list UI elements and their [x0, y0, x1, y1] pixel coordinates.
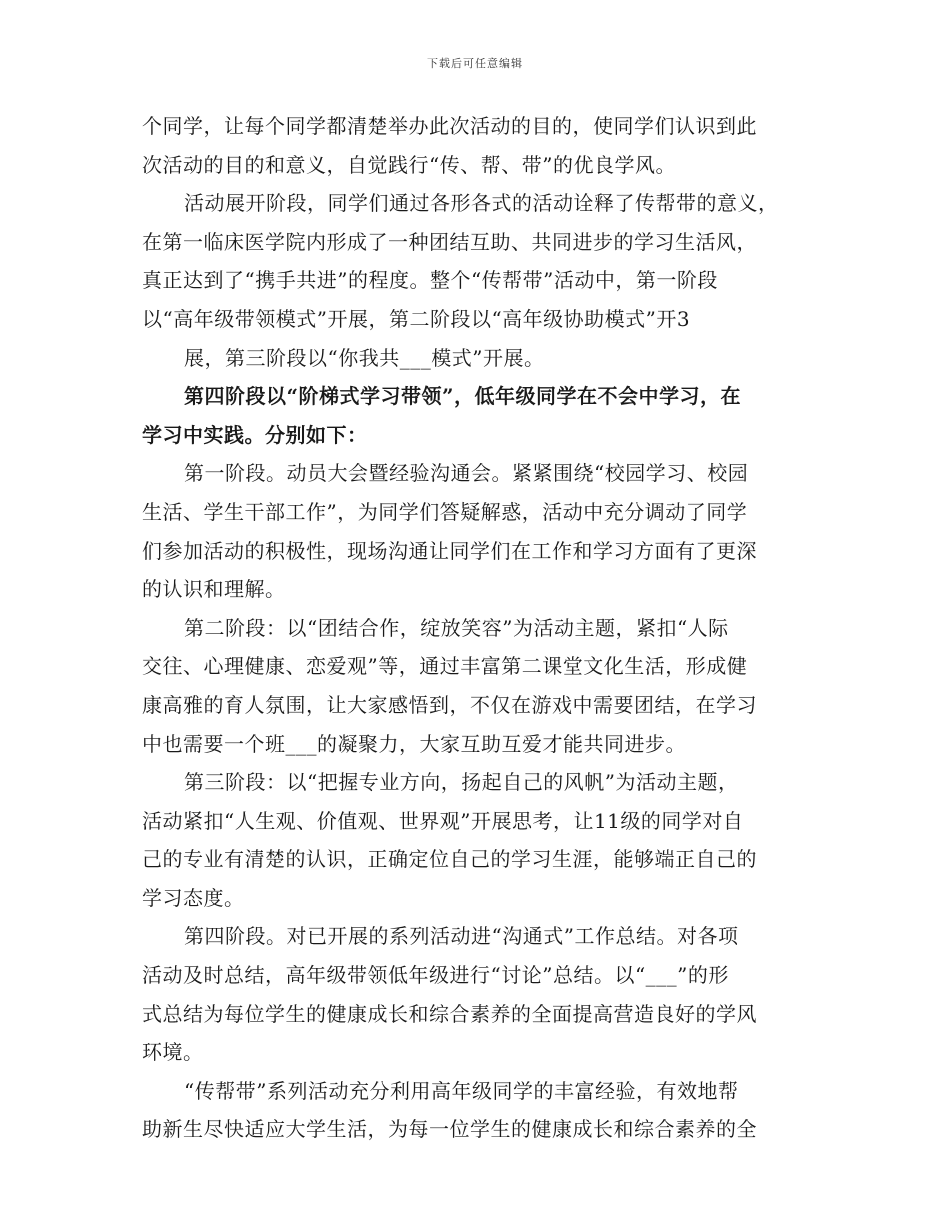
- paragraph-start-line: 活动展开阶段，同学们通过各形各式的活动诠释了传帮带的意义，: [184, 191, 779, 216]
- paragraph-start-line: “传帮带”系列活动充分利用高年级同学的丰富经验，有效地帮: [184, 1078, 739, 1103]
- paragraph-start-line: 第二阶段：以“团结合作，绽放笑容”为活动主题，紧扣“人际: [184, 615, 729, 640]
- text-line: 们参加活动的积极性，现场沟通让同学们在工作和学习方面有了更深: [142, 538, 757, 563]
- text-line: 康高雅的育人氛围，让大家感悟到，不仅在游戏中需要团结，在学习: [142, 692, 757, 717]
- paragraph-start-line: 第四阶段。对已开展的系列活动进“沟通式”工作总结。对各项: [184, 924, 739, 949]
- text-line: 学习态度。: [142, 885, 245, 910]
- text-line: 己的专业有清楚的认识，正确定位自己的学习生涯，能够端正自己的: [142, 847, 757, 872]
- text-line: 以“高年级带领模式”开展，第二阶段以“高年级协助模式”开3: [142, 306, 691, 331]
- text-line: 助新生尽快适应大学生活，为每一位学生的健康成长和综合素养的全: [142, 1117, 757, 1142]
- text-line: 在第一临床医学院内形成了一种团结互助、共同进步的学习生活风，: [142, 229, 757, 254]
- text-line: 活动及时总结，高年级带领低年级进行“讨论”总结。以“___”的形: [142, 963, 729, 988]
- text-line: 的认识和理解。: [142, 577, 286, 602]
- paragraph-start-line: 第一阶段。动员大会暨经验沟通会。紧紧围绕“校园学习、校园: [184, 461, 749, 486]
- text-line: 真正达到了“携手共进”的程度。整个“传帮带”活动中，第一阶段: [142, 268, 718, 293]
- page-header: 下载后可任意编辑: [427, 57, 523, 70]
- text-line: 生活、学生干部工作”，为同学们答疑解惑，活动中充分调动了同学: [142, 499, 748, 524]
- paragraph-start-line: 第三阶段：以“把握专业方向，扬起自己的风帆”为活动主题，: [184, 770, 739, 795]
- text-line: 式总结为每位学生的健康成长和综合素养的全面提高营造良好的学风: [142, 1001, 757, 1026]
- text-line: 环境。: [142, 1040, 204, 1065]
- text-line: 活动紧扣“人生观、价值观、世界观”开展思考，让11级的同学对自: [142, 808, 744, 833]
- text-line: 展，第三阶段以“你我共___模式”开展。: [184, 345, 545, 370]
- text-line: 交往、心理健康、恋爱观”等，通过丰富第二课堂文化生活，形成健: [142, 654, 748, 679]
- bold-heading-line: 第四阶段以“阶梯式学习带领”，低年级同学在不会中学习，在: [184, 384, 742, 409]
- document-body: [142, 107, 812, 1149]
- text-line: 个同学，让每个同学都清楚举办此次活动的目的，使同学们认识到此: [142, 114, 757, 138]
- text-line: 中也需要一个班___的凝聚力，大家互助互爱才能共同进步。: [142, 731, 686, 756]
- bold-heading-line: 学习中实践。分别如下：: [142, 422, 368, 447]
- text-line: 次活动的目的和意义，自觉践行“传、帮、带”的优良学风。: [142, 152, 676, 177]
